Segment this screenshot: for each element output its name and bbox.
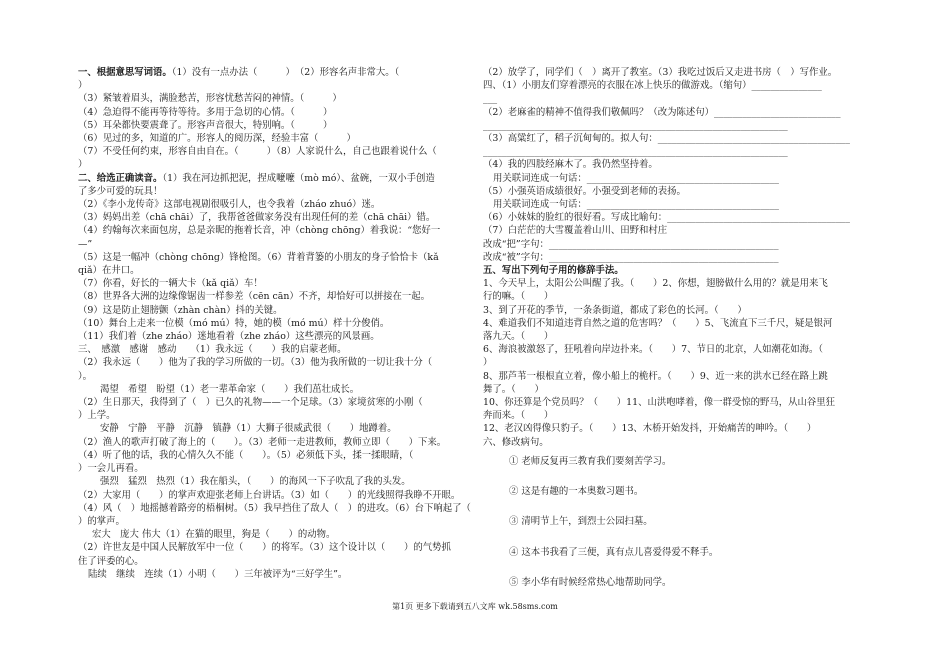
text-line: 12、老汉凶得像只豹子。（ ）13、木桥开始发抖，开始痛苦的呻吟。（ ） [483,423,817,435]
text-line: （6）小妹妹的脸红的很好看。写成比喻句：_______________________________________ [483,212,850,224]
text-line: ） [483,357,493,369]
text-line: （5）耳朵都快要震聋了。形容声音很大，特别响。（ ） [78,119,333,131]
text-line: （2）大家用（ ）的掌声欢迎张老师上台讲话。（3）如（ ）的光线照得我睁不开眼。 [78,489,461,501]
text-line: （4）我的四肢经麻木了。我仍然坚持着。 [483,159,658,171]
sick-sentence: ④ 这本书我看了三便，真有点儿喜爱得爱不释手。 [509,546,719,558]
section-heading: 一、根据意思写词语。 [78,67,172,78]
text-line: 舞了。（ ） [483,383,544,395]
text-line: （11）我们着（zhe zháo）迷地看着（zhe zháo）这些漂亮的风景画。 [78,331,380,343]
text-line: 安静 宁静 平静 沉静 镇静（1）大狮子很威武很（ ）地蹲着。 [100,423,397,435]
text-line: ）。 [78,370,93,382]
text-line: 六、修改病句。 [483,436,549,448]
text-line: （5）这是一幅冲（chòng chōng）锋枪图。（6）背着背篓的小朋友的身子恰恰卡（kǎ [78,251,439,263]
text-line: （9）这是防止翅膀颤（zhàn chàn）抖的关键。 [78,304,283,316]
text-line: （2）许世友是中国人民解放军中一位（ ）的将军。（3）这个设计以（ ）的气势抓 [78,542,451,554]
text-line: ）一会儿再看。 [78,463,144,475]
text-line: 8、那芦苇一根根直立着，像小船上的桅杆。（ ）9、近一来的洪水已经在路上跳 [483,370,828,382]
text-line: 落九天。（ ） [483,331,554,343]
text-line: 6、海浪被激怒了，狂吼着向岸边扑来。（ ）7、节日的北京，人如潮花如海。（ [483,344,824,356]
text-line: _________________________________________________________________ [483,146,788,158]
text-line: 10、你还算是个党员吗？（ ）11、山洪咆哮着，像一群受惊的野马，从山谷里狂 [483,397,835,409]
text-line: —” [78,238,93,250]
text-line: 住了评委的心。 [78,555,144,567]
text-line: 强烈 猛烈 热烈（1）我在船头，（ ）的海风一下子吹乱了我的头发。 [100,476,411,488]
sick-sentence: ③ 清明节上午，到烈士公园扫墓。 [509,516,653,528]
section-heading: 二、给选正确读音。 [78,172,163,184]
text-line: 3、到了开花的季节，一条条街道，都成了彩色的长河。（ ） [483,304,747,316]
text-line: 二、给选正确读音。（1）我在河边抓把泥，捏成嚒嚒（mò mó）、盆碗，一双小手创造 [78,172,435,184]
text-line: 宏大 庞大 伟大（1）在猫的眼里，狗是（ ）的动物。 [92,529,336,541]
text-line: （10）舞台上走来一位模（mó mú）特，她的模（mó mú）样十分俊俏。 [78,317,390,329]
text-line: （6）见过的多，知道的广。形容人的阅历深，经验丰富（ ） [78,133,356,145]
text-line: （8）世界各大洲的边缘像锯齿一样参差（cēn cān）不齐，却恰好可以拼接在一起。 [78,291,431,303]
page-footer: 第1页 更多下载请到五八文库 wk.58sms.com [392,602,558,611]
text-line: （4）听了他的话，我的心情久久不能（ ）。（5）必须低下头，揉一揉眼睛，（ [78,449,414,461]
text-line: 行的嘛。（ ） [483,291,554,303]
text-line: （2）我永远（ ）他为了我的学习所做的一切。（3）他为我所做的一切让我十分（ [78,357,433,369]
text-line: 一、根据意思写词语。（1）没有一点办法（ ） （2）形容名声非常大。（ [78,67,400,78]
text-line: 四、（1）小朋友们穿着漂亮的衣服在冰上快乐的做游戏。（缩句）_______________ [483,80,822,92]
text-line: （2）老麻雀的精神不值得我们敬佩吗？（改为陈述句）___________________________ [483,106,841,118]
text-line: （5）小强英语成绩很好。小强受到老师的表扬。 [483,185,686,197]
text-line: 用关联词连成一句话：_________________________________________ [493,199,779,211]
text-line: （7）白茫茫的大雪覆盖着山川、田野和村庄 [483,225,668,237]
text-line: ）的掌声。 [78,515,125,527]
sick-sentence: ① 老师反复再三教育我们要刻苦学习。 [509,455,672,467]
text-line: （4）风（ ）地摇撼着路旁的梧桐树。（5）我早挡住了敌人（ ）的进攻。（6）台下响起了（ [78,502,471,514]
sick-sentence: ⑤ 李小华有时候经常热心地帮助同学。 [509,576,672,588]
text-line: 1、今天早上，太阳公公叫醒了我。（ ）2、你想，翅膀做什么用的？就是用来飞 [483,278,828,290]
text-line: 了多少可爱的玩具！ [78,185,163,197]
text-line: （2）《李小龙传奇》这部电视剧很吸引人，也令我着（zháo zhuó）迷。 [78,199,381,211]
text-line: 陆续 继续 连续（1）小明（ ）三年被评为“三好学生”。 [88,568,348,580]
text-line: （7）不受任何约束，形容自由自在。（ ）（8）人家说什么，自己也跟着说什么（ [78,146,437,158]
right-column [483,66,878,589]
text-line: ） [78,159,88,171]
text-line: （3）妈妈出差（chā chāi）了，我帮爸爸做家务没有出现任何的差（chā chāi）错。 [78,212,436,224]
text-line: ___ [483,93,498,105]
text-line: （2）渔人的歌声打破了海上的（ ）。（3）老师一走进教师，教师立即（ ）下来。 [78,436,447,448]
text-line: 渴望 希望 盼望（1）老一辈革命家（ ）我们茁壮成长。 [100,383,360,395]
text-line: 改成“被”字句：_________________________________________________ [483,251,779,263]
sick-sentence: ② 这是有趣的一本奥数习题书。 [509,486,644,498]
text-line: 五、写出下列句子用的修辞手法。 [483,265,624,277]
text-line: 奔而来。（ ） [483,410,554,422]
text-line: 三、 感激 感谢 感动 （1）我永远（ ）我的启蒙老师。 [78,344,347,356]
text-line: 4、难道我们不知道违背自然之道的危害吗？（ ）5、飞流直下三千尺，疑是银河 [483,317,833,329]
text-line: 用关联词连成一句话：_________________________________________ [493,172,779,184]
text-line: （4）急迫得不能再等待等待。多用于急切的心情。（ ） [78,106,333,118]
text-line: _________________________________________________________________ [483,119,788,131]
sick-sentence-list [483,455,878,589]
text-line: （7）你看，好长的一辆大卡（kǎ qiǎ）车！ [78,278,263,290]
text-line: 改成“把”字句：_________________________________________________ [483,238,779,250]
text-line: （3）高粱红了，稻子沉甸甸的。拟人句：_________________________________________ [483,133,850,145]
text-line: ） [78,80,88,92]
text-line: ）上学。 [78,410,116,422]
text-line: （2）放学了，同学们（ ）离开了教室。（3）我吃过饭后又走进书房（ ）写作业。 [483,67,838,78]
text-line: （2）生日那天，我得到了（ ）已久的礼物——一个足球。（3）家境贫寒的小刚（ [78,397,423,409]
text-line: （4）约翰每次来面包房，总是亲昵的拖着长音，冲（chòng chōng）着我说：“您好一 [78,225,441,237]
text-line: qiǎ）在井口。 [78,265,140,277]
left-column [78,66,471,581]
text-line: （3）紧皱着眉头，满脸愁苦，形容忧愁苦闷的神情。（ ） [78,93,342,105]
